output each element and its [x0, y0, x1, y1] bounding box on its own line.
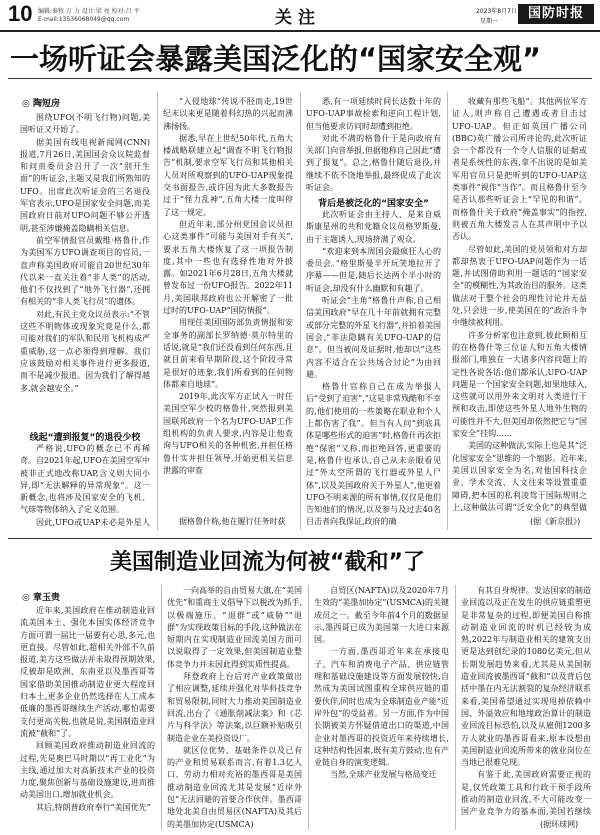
article1-column-2b: [163, 516, 293, 530]
article1-column-4: [452, 96, 587, 514]
paragraph: 当然,全球产业发展与格局变迁: [330, 770, 437, 780]
subheading: 背后是被泛化的“国家安全”: [318, 199, 429, 209]
issue-date: 2023年8月7日: [476, 8, 517, 15]
paragraph: 据美国有线电视新闻网(CNN)报道,7月26日,美国国会众议院监督和问责委员会召开了一次“别开生面”的听证会,主题又是我们所熟知的UFO。出席此次听证会的三名退役军官表示,UFO是国家安全问题,而美国政府日前对UFO问题不够公开透明,甚至涉嫌掩盖隐瞒相关信息。: [20, 137, 150, 233]
paragraph: 格鲁什官称自己在成为举报人后“受到了迫害”,“这是非常残酷和不幸的,他们使用的一些策略在职业和个人上都伤害了我”。但当有人问“到底具体是哪些形式的迫害”时,格鲁什再次拒绝“保密”又称,而拒绝回答,更重要的是,格鲁什也承认,自己从未亲眼看见过“外太空所谓的飞行器或外星人尸体”,以及美国政府关于外星人”,他更着UFO不明来源的所有事情,仅仅是他们告知他们的情况,以及参与及过去40名目击者向我保证,政府的确: [306, 382, 441, 527]
issue-weekday: 星期一: [480, 18, 499, 25]
paragraph: 自贸区(NAFTA)以及2020年7月生效的“美墨加协定”(USMCA)的关键成员之一。截至今年前4个月的数据显示,墨西哥已成为美国第一大进口来源国。: [314, 586, 449, 645]
page-header: [0, 0, 600, 32]
column-divider: [455, 585, 456, 830]
article2-byline: ◎ 章玉贵: [22, 593, 60, 603]
email-line: E-mail:13536068049@qq.com: [38, 16, 130, 23]
paragraph: 此次听证会由主持人、是来自威斯康星州的共和党籍众议员格罗斯曼,由于主题诱人,现场挤满了观众。: [306, 210, 441, 244]
subheading: 线起“遭到报复”的退役少校: [29, 433, 141, 443]
paragraph: 前空军情报官员戴维·格鲁什,作为美国军方UFO调查项目的官员,一直声称美国政府可能自20世纪30年代以来一直关注着“非人类”的活动,他们不仅找到了“地外飞行器”,还拥有相关的“非人类飞行员”的遗体。: [20, 235, 150, 307]
paragraph: “欢迎来到本周国会最疯狂人心的委员会。”格里斯曼半开玩笑地拉开了序幕——但是,随后长达两个半小时的听证会,却没有什么幽默和有趣了。: [306, 246, 441, 293]
paragraph: 但近年来,部分州党国会议员担心这类事件“可能与美国对手有关”,要求五角大楼恢复了这一项报告制度,其中一些也有选择性地对外披露。如2021年6月28日,五角大楼就曾发布过一份UFO报告。2022年11月,美国联邦政府也公开解密了一批过时的UFO-UAP“国防情报”。: [163, 219, 293, 316]
article2-source: (据环球网): [540, 820, 579, 829]
article1-column-1b: [20, 430, 150, 530]
paragraph: 用现任美国国防部负责情报和安全事务的副部长罗纳德·莫尔特里的话说,就是“我们还没看到任何东西,且就目前来看早期阶段,这个阶段寻常是很好的迹象,我们所看到的任何物体都来自地球”。: [163, 318, 293, 389]
paragraph: 就区位优势、基础条件以及已有的产业和贸易联系而言,有着1.3亿人口、劳动力相对充裕的墨西哥是美国推动制造业回流尤其是发展“近岸外包”无法回避的首要合作伙伴。墨西哥地处北美自由贸易区(NAFTA)及其后的美墨加协定(USMCA): [167, 745, 302, 829]
column-divider: [300, 92, 301, 530]
paragraph: 近年来,美国政府在推动制造业回流美国本土、强化本国实体经济竞争方面可谓一届比一届要有心思,多元,也更直接。尽管如此,超相关外部不久前报道,美方这些做法并未取得预期效果,反被却是欧洲、东南亚以及墨西哥等国家借助美国推动制造业更大程度回归本土,更多企业仍然选择在人工成本低廉的墨西哥继续生产活动,哪怕需要支付更高关税,也就是说,美国制造业回流被“截和”了。: [20, 606, 155, 738]
newspaper-logo: 国防时报: [518, 4, 594, 24]
article2-column-3: [314, 585, 449, 830]
editor-line: 编辑:秦牧 万 力 设计:梁 亮 校对:吕 平: [38, 8, 140, 15]
paragraph: 对此不满的格鲁什于是向政府有关部门向音举报,但据他称自己因此“遭到了报复”。总之,格鲁什随后退役,并继续不依不饶地举报,最终促成了此次听证会。: [306, 133, 441, 193]
column-divider: [308, 585, 309, 830]
article1-column-3: [306, 96, 441, 196]
article2-column-2: [167, 585, 302, 830]
paragraph: 听证会“主角”格鲁什声称,自己相信美国政府“早在几十年前就拥有完整或部分完整的外星飞行器”,并拍着美国国会,“非法隐瞒有关UFO-UAP的信息”。但当被问及证据时,他却以“这些内容不适合在公共场合讨论”为由回避。: [306, 296, 441, 379]
headline-rule: [8, 78, 592, 79]
paragraph: 围绕UFO(不明飞行物)问题,美国听证又开始了。: [20, 113, 150, 135]
paragraph: 美国的这种做法,实际上也是其“泛化国家安全”思维的一个缩影。近年来,美国以国家安全为名,对他国科技企业、学术交流、人文往来等设置重重障碍,把本国的私利凌驾于国际规则之上,这种做法可谓“泛安全化”的典型做: [452, 441, 587, 512]
paragraph: 拜登政府上台后对产业政策做出了相应调整,延续并强化对华科技竞争和贸易限制,同时大力推动美国制造业回流,出台了《通胀削减法案》和《芯片与科学法》等法案,以巨额补贴吸引制造企业在美投资设厂。: [167, 672, 302, 743]
paragraph: 回顾美国政府推动制造业回流的过程,先是奥巴马时期以“再工业化”为主线,通过加大对高新技术产业的投资力度,聚焦创新与基础设施建设,进而推动美国出口,增加就业机会。: [20, 741, 155, 800]
paragraph: 据悉,早在上世纪50年代,五角大楼战略联建立起“调查不明飞行物报告”机制,要求空军飞行员和其他相关人员对所观察到的UFO-UAP现象提交书面报告,或许因为此大多数报告过于“怪力乱神”,五角大楼一度叫停了这一规定。: [163, 133, 293, 217]
column-divider: [447, 92, 448, 530]
paragraph: 因此,UFO或UAP未必是外星人: [36, 517, 150, 527]
article1-column-3b: [306, 196, 441, 530]
article1-column-2: [163, 96, 293, 516]
paragraph: 其后,特朗普政府奉行“美国优先”: [36, 802, 151, 812]
paragraph: 许多分析家也注意到,彼此顾相互的在格鲁什等三位证人和五角大楼情报部门,唯独在一大诸多内容问题上的定性各说各话:他们都承认,UFO-UAP问题是一个国家安全问题,如果地球入,这些就可以用外来文明对人类进行干预和攻击,即使这些外星人地外生物的可能性并不大,但美国却依然把它与“国家安全”挂钩……: [452, 330, 587, 439]
article2-headline: 美国制造业回流为何被“截和”了: [110, 550, 425, 575]
section-title: 关注: [275, 8, 321, 28]
paragraph: 收藏有那些飞船”。其他两位军方证人,则声称自己遭遇或者目击过UFO-UAP。但正如英国广播公司(BBC)英广播公司所评论的,此次听证会一个都没有一个令人信服的证据或者是系统性的东西,拿不出说的是如美军用官员只是把听到的UFO-UAP这类事件“视作”当作”。而且格鲁什至今是否认那些听证会上“罕见的和谐”。而格鲁什关于政府“掩盖事实”的指控,则被五角大楼发言人在其声明中予以否认。: [452, 97, 587, 242]
paragraph: 悉,有一项延续时间长达数十年的UFO-UAP事故检索和逆向工程计划,但当他要求访问时却遭到拒绝。: [306, 97, 441, 131]
section-rule: [8, 538, 592, 539]
column-divider: [157, 92, 158, 530]
paragraph: 2019年,此次军方正试入一时任美国空军少校的格鲁什,突然报到美国联邦政府一个名为UFO-UAP工作组机构的负责人要求,内容是让他查询与UFO相关的各种机密,并担任格鲁什实并担任领导,开始更相关信息泄露的审查: [163, 392, 293, 475]
paragraph: 尽管如此,美国的党员领和对方却都却热衷于UFO-UAP问题作为一话题,并试图借助利用一题话的“国家安全”的模糊性,为其政治目的服务。这类做法对于整个社会的理性讨论并无益处,只会进一步,使美国在的“政治斗争中继续被利用。: [452, 244, 587, 328]
paragraph: 严格说,UFO的概念已不再稀奇。自2021年起,UFO在美国空军中被非正式地改称UAP,含义则大同小异,即“无法解释的异常现象”。这一新概念,也将涉及国家安全的飞机、气球等物体纳入了定义范围。: [20, 444, 150, 515]
column-divider: [161, 585, 162, 830]
article1-headline: 一场听证会暴露美国泛化的“国家安全观”: [10, 42, 542, 76]
paragraph: “入侵地球”传说不胫而走,19世纪末以来更是随着科幻热的兴起而沸沸扬扬。: [163, 97, 293, 131]
page-number: 10: [8, 1, 33, 26]
paragraph: 有其自身规律。发达国家的制造业回流以及正在发生的供应链重塑更是非常复杂的过程,即便美国自称推动制造业回流的时机已经较为成熟,2022年与制造业相关的建筑支出更是达到创纪录的1080亿美元,但从长期发展趋势来看,尤其是从美国制造业回流被墨西哥“截和”以及背后包括中墨在内无法割裂的复杂经济联系来看,美国希望通过实现甩掉依赖中国、外溢效应和地缘政治算计的制造业回流目标恐怕,以及从雇佣1200多万人就业的墨西哥看来,原本设想由美国制造业回流所带来的就业岗位在当地已很难兑现。: [461, 586, 591, 768]
paragraph: 一方面,墨西哥近年来在承接电子、汽车和消费电子产品、供应链管理和基础设施建设等方面发展较快,自然成为美国试图重构全球供应链的重要伙伴,同时也成为全球制造业产能“近岸外包”的受益者。另一方面,作为中国长期被美方怀疑借道出口的渠道,中国企业对墨西哥的投资近年来持续增长,这种结构性因素,既有美方鼓动,也有产业链自身的演变逻辑。: [314, 647, 449, 768]
paragraph: 一向高举的自由贸易大旗,在“美国优先”和重商主义倡导下以税改为抓手,以极端施压、“退群”或“威胁”“退群”为实现政策目标的手段,这种做法在短期内在实现制造业回流美国方面可以说取得了一定效果,但美国制造业整体竞争力并未因此得到实质性提高。: [167, 586, 302, 669]
paragraph: 有鉴于此,美国政府需要正视的是,仅凭政策工具和行政干预手段所推动的制造业回流,不大可能改变一国产业竞争力的基本面,美国若继续: [461, 770, 591, 817]
article1-byline: ◎ 陶短房: [22, 99, 60, 109]
paragraph: 对此,有民主党众议员表示:“不管这些不明物体或现象究竟是什么,都可能对我们的军队和民用飞机构成严重威胁,这一点必须得到理解。我们应该鼓励对相关事件进行更多报道,而不是减少报道。因为我们了解得越多,就会越安全。”: [20, 309, 150, 393]
article2-column-1: [20, 605, 155, 830]
article2-column-4: [461, 585, 591, 817]
article1-column-1: [20, 112, 150, 430]
paragraph: 据格鲁什称,他在履行任务时获: [179, 517, 286, 526]
article1-source: (据《新京报》): [530, 517, 581, 526]
